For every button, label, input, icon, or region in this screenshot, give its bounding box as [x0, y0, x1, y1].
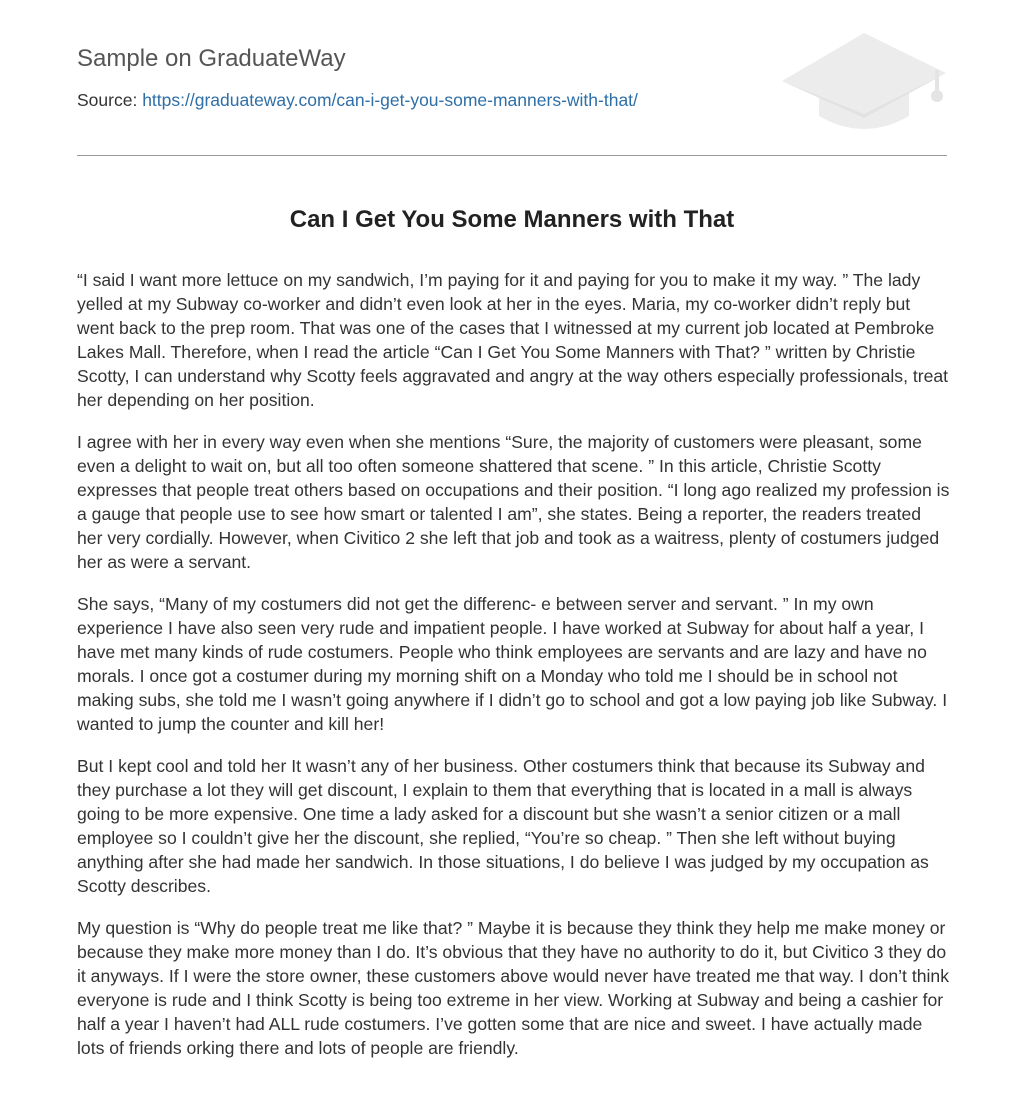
source-link[interactable]: https://graduateway.com/can-i-get-you-some-manners-with-that/ — [142, 90, 638, 110]
tassel-end — [931, 90, 943, 102]
article-paragraph: She says, “Many of my costumers did not get the differenc- e between server and servant. ” In my own experience I have also seen very rude and impatient people. I have worked at Subway for about half a year, I have met many kinds of rude costumers. People who think employees are servants and are lazy and have no morals. I once got a costumer during my morning shift on a Monday who told me I should be in school not making subs, she told me I wasn’t going anywhere if I didn’t go to school and got a low paying job like Subway. I wanted to jump the counter and kill her! — [77, 594, 948, 734]
header-divider — [77, 155, 947, 156]
article-body — [77, 268, 951, 1078]
source-line — [77, 89, 638, 111]
article-title: Can I Get You Some Manners with That — [289, 206, 735, 233]
site-name: Sample on GraduateWay — [77, 45, 346, 72]
cap-board — [782, 33, 946, 118]
article-paragraph: But I kept cool and told her It wasn’t any of her business. Other costumers think that because its Subway and they purchase a lot they will get discount, I explain to them that everything that is located in a mall is always going to be more expensive. One time a lady asked for a discount but she wasn’t a senior citizen or a mall employee so I couldn’t give her the discount, she replied, “You’re so cheap. ” Then she left without buying anything after she had made her sandwich. In those situations, I do believe I was judged by my occupation as Scotty describes. — [77, 756, 929, 896]
graduation-cap-icon — [782, 30, 947, 132]
article-paragraph: My question is “Why do people treat me like that? ” Maybe it is because they think they help me make money or because they make more money than I do. It’s obvious that they have no authority to do it, but Civitico 3 they do it anyways. If I were the store owner, these customers above would never have treated me that way. I don’t think everyone is rude and I think Scotty is being too extreme in her view. Working at Subway and being a cashier for half a year I haven’t had ALL rude costumers. I’ve gotten some that are nice and sweet. I have actually made lots of friends orking there and lots of people are friendly. — [77, 918, 949, 1058]
page-header — [77, 0, 947, 156]
article-paragraph: “I said I want more lettuce on my sandwich, I’m paying for it and paying for you to make it my way. ” The lady yelled at my Subway co-worker and didn’t even look at her in the eyes. Maria, my co-worker didn’t reply but went back to the prep room. That was one of the cases that I witnessed at my current job located at Pembroke Lakes Mall. Therefore, when I read the article “Can I Get You Some Manners with That? ” written by Christie Scotty, I can understand why Scotty feels aggravated and angry at the way others especially professionals, treat her depending on her position. — [77, 270, 949, 410]
article-paragraph: I agree with her in every way even when she mentions “Sure, the majority of customers were pleasant, some even a delight to wait on, but all too often someone shattered that scene. ” In this article, Christie Scotty expresses that people treat others based on occupations and their position. “I long ago realized my profession is a gauge that people use to see how smart or talented I am”, she states. Being a reporter, the readers treated her very cordially. However, when Civitico 2 she left that job and took as a waitress, plenty of costumers judged her as were a servant. — [77, 432, 950, 572]
source-label: Source: — [77, 90, 143, 110]
